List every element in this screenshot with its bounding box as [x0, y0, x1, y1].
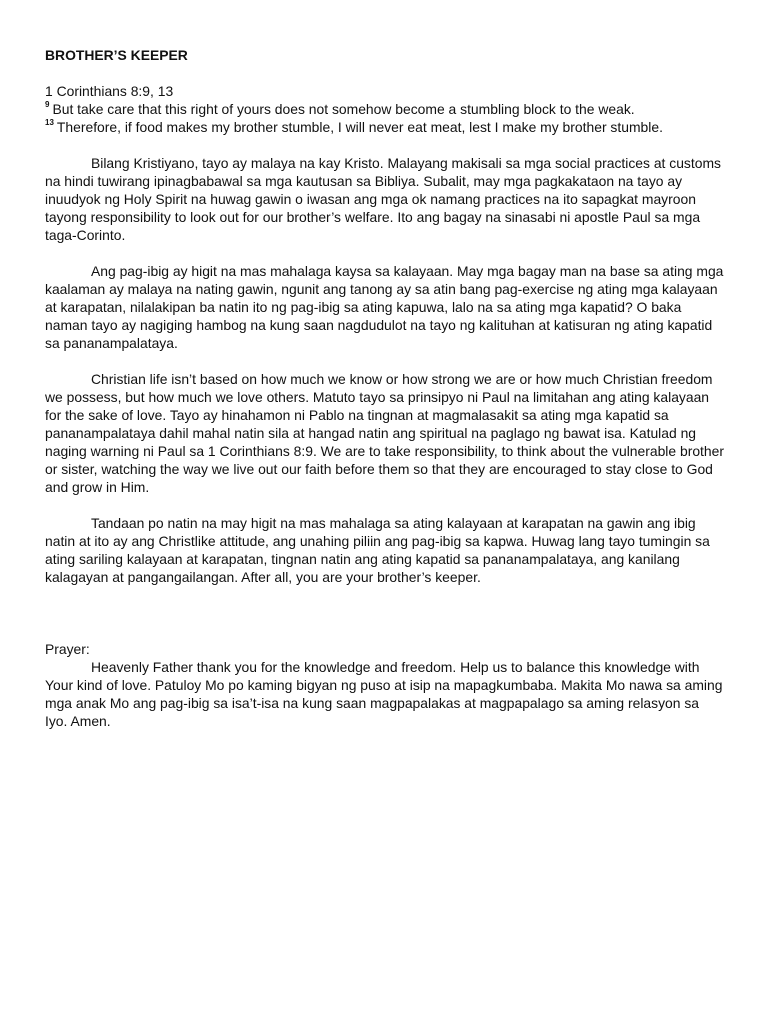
verse-number: 13 [45, 118, 54, 127]
document-page [45, 46, 725, 730]
verse-number: 9 [45, 100, 50, 109]
document-title: BROTHER’S KEEPER [45, 47, 188, 63]
paragraph-3: Christian life isn’t based on how much we know or how strong we are or how much Christian freedom we possess, but how much we love others. Matuto tayo sa prinsipyo ni Paul na limitahan ang ating kalayaan for the sake of love. Tayo ay hinahamon ni Pablo na tingnan at magmalasakit sa ating mga kapatid sa pananampalataya dahil mahal natin sila at hangad natin ang spiritual na paglago ng bawat isa. Katulad ng naging warning ni Paul sa 1 Corinthians 8:9. We are to take responsibility, to think about the vulnerable brother or sister, watching the way we live out our faith before them so that they are encouraged to stay close to God and grow in Him. [45, 371, 724, 495]
scripture-reference: 1 Corinthians 8:9, 13 [45, 83, 174, 99]
verse-text: Therefore, if food makes my brother stumble, I will never eat meat, lest I make my brother stumble. [56, 119, 663, 135]
verse-9 [45, 100, 725, 118]
prayer-label: Prayer: [45, 641, 90, 657]
verse-text: But take care that this right of yours does not somehow become a stumbling block to the weak. [52, 101, 635, 117]
paragraph-2: Ang pag-ibig ay higit na mas mahalaga kaysa sa kalayaan. May mga bagay man na base sa ating mga kaalaman ay malaya na nating gawin, ngunit ang tanong ay sa atin bang pag-exercise ng ating mga kalayaan at karapatan, nilalakipan ba natin ito ng pag-ibig sa ating kapuwa, lalo na sa ating mga kapatid? O baka naman tayo ay nagiging hambog na kung saan nagdudulot na tayo ng kalituhan at katisuran ng ating kapatid sa pananampalataya. [45, 263, 724, 351]
prayer-text: Heavenly Father thank you for the knowledge and freedom. Help us to balance this knowledge with Your kind of love. Patuloy Mo po kaming bigyan ng puso at isip na mapagkumbaba. Makita Mo nawa sa aming mga anak Mo ang pag-ibig sa isa’t-isa na kung saan magpapalakas at magpapalago sa aming relasyon sa Iyo. Amen. [45, 659, 723, 729]
paragraph-4: Tandaan po natin na may higit na mas mahalaga sa ating kalayaan at karapatan na gawin ang ibig natin at ito ay ang Christlike attitude, ang unahing piliin ang pag-ibig sa kapwa. Huwag lang tayo tumingin sa ating sariling kalayaan at karapatan, tingnan natin ang ating kapatid sa pananampalataya, ang kanilang kalagayan at pangangailangan. After all, you are your brother’s keeper. [45, 515, 710, 585]
paragraph-1: Bilang Kristiyano, tayo ay malaya na kay Kristo. Malayang makisali sa mga social practices at customs na hindi tuwirang ipinagbabawal sa mga kautusan sa Bibliya. Subalit, may mga pagkakataon na tayo ay inuudyok ng Holy Spirit na huwag gawin o iwasan ang mga ok namang practices na ito sapagkat mayroon tayong responsibility to look out for our brother’s welfare. Ito ang bagay na sinasabi ni apostle Paul sa mga taga-Corinto. [45, 155, 721, 243]
verse-13 [45, 118, 725, 136]
